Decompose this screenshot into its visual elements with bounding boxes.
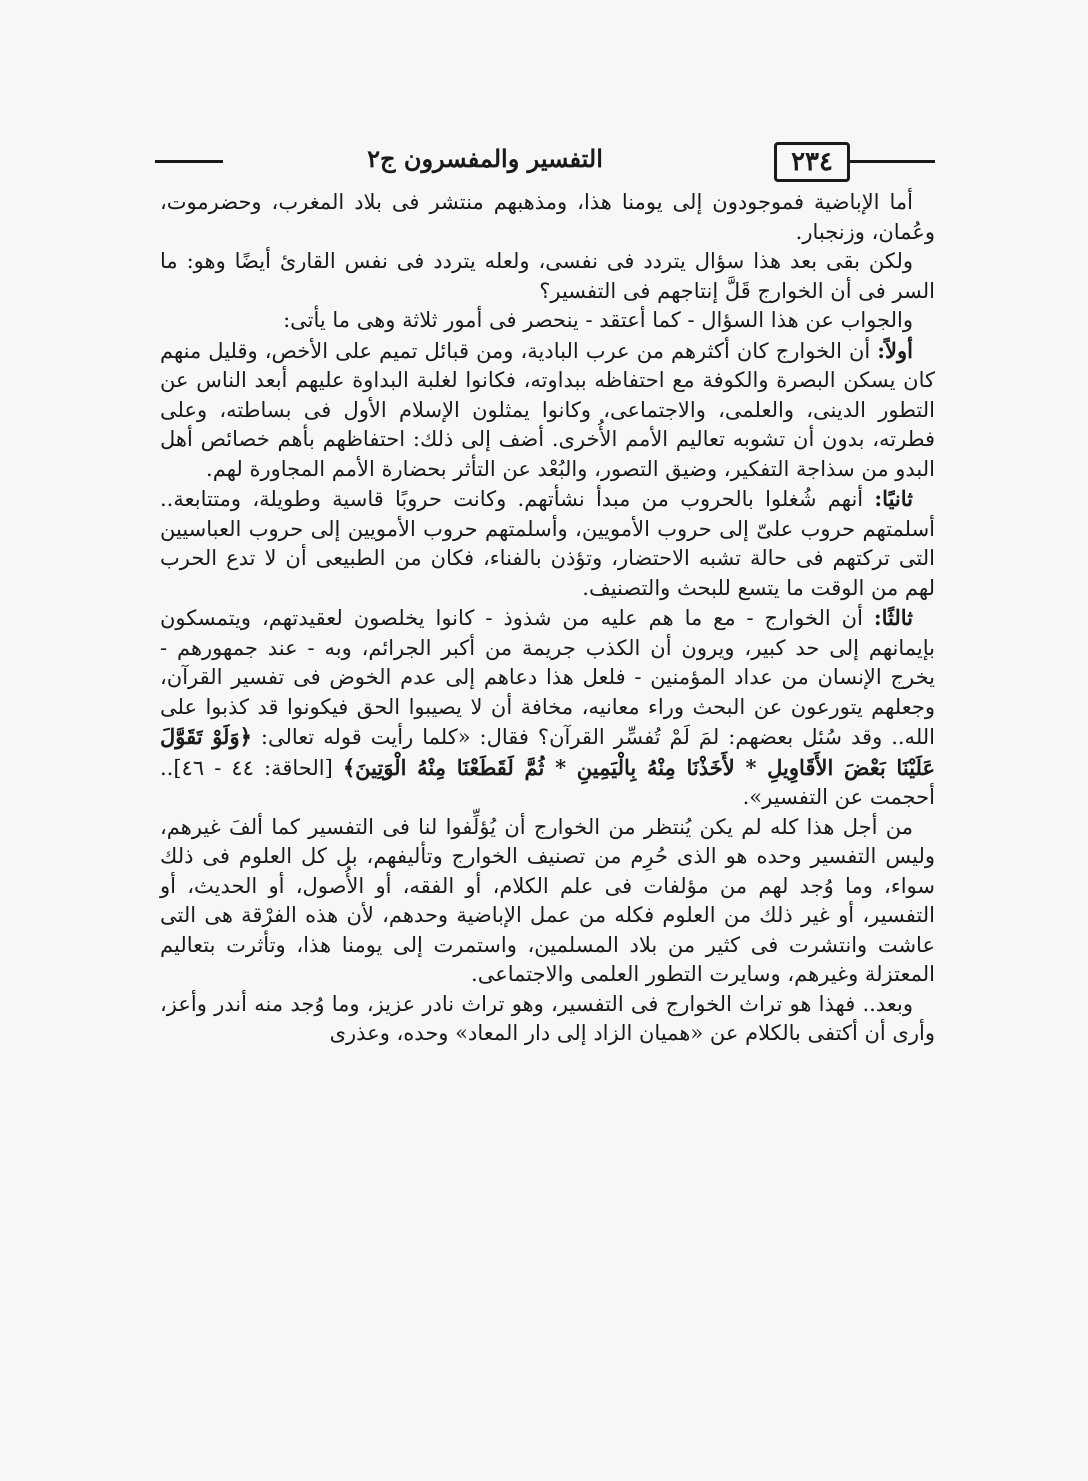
paragraph-question <box>160 247 935 306</box>
point-label: ثالثًا: <box>873 605 913 630</box>
paragraph-text: من أجل هذا كله لم يكن يُنتظر من الخوارج أن يُؤلِّفوا لنا فى التفسير كما ألفَ غيرهم، وليس التفسير وحده هو الذى حُرِم من تصنيف الخوارج وتأليفهم، بل كل العلوم فى ذلك سواء، وما وُجد لهم من مؤلفات فى علم الكلام، أو الفقه، أو الأُصول، أو الحديث، أو التفسير، أو غير ذلك من العلوم فكله من عمل الإباضية وحدهم، لأن هذه الفرْقة هى التى عاشت وانتشرت فى كثير من بلاد المسلمين، واستمرت إلى يومنا هذا، وتأثرت بتعاليم المعتزلة وغيرهم، وسايرت التطور العلمى والاجتماعى. <box>160 814 935 986</box>
paragraph-third-reason <box>160 603 935 813</box>
verse-citation: [الحاقة: ٤٤ - ٤٦].. أحجمت عن التفسير». <box>160 755 935 809</box>
paragraph-text: وبعد.. فهذا هو تراث الخوارج فى التفسير، وهو تراث نادر عزيز، وما وُجد منه أندر وأعز، وأرى أن أكتفى بالكلام عن «هميان الزاد إلى دار المعاد» وحده، وعذرى <box>160 991 935 1045</box>
paragraph-conclusion <box>160 813 935 990</box>
page-number: ٢٣٤ <box>774 142 850 182</box>
paragraph-ibadiyya <box>160 188 935 247</box>
paragraph-text: أنهم شُغلوا بالحروب من مبدأ نشأتهم. وكانت حروبًا قاسية وطويلة، ومتتابعة.. أسلمتهم حروب علىّ إلى حروب الأمويين، وأسلمتهم حروب الأمويين إلى حروب العباسيين التى تركتهم فى حالة تشبه الاحتضار، وتؤذن بالفناء، فكان من الطبيعى أن لا تدع الحرب لهم من الوقت ما يتسع للبحث والتصنيف. <box>160 487 935 600</box>
header-rule-left <box>155 160 223 163</box>
page-body <box>160 188 935 1049</box>
quran-verse: ﴿وَلَوْ تَقَوَّلَ عَلَيْنَا بَعْضَ الأَقَاوِيلِ * لأَخَذْنَا مِنْهُ بِالْيَمِينِ * ثُمَّ لَقَطَعْنَا مِنْهُ الْوَتِينَ﴾ <box>160 724 935 780</box>
paragraph-text: أن الخوارج كان أكثرهم من عرب البادية، ومن قبائل تميم على الأخص، وقليل منهم كان يسكن البصرة والكوفة مع احتفاظه ببداوته، فكانوا لغلبة البداوة عليهم أبعد الناس عن التطور الدينى، والعلمى، والاجتماعى، وكانوا يمثلون الإسلام الأول فى بساطته، وعلى فطرته، بدون أن تشوبه تعاليم الأمم الأُخرى. أضف إلى ذلك: احتفاظهم بأهم خصائص أهل البدو من سذاجة التفكير، وضيق التصور، والبُعْد عن التأثر بحضارة الأمم المجاورة لهم. <box>160 338 936 481</box>
paragraph-text: ولكن بقى بعد هذا سؤال يتردد فى نفسى، ولعله يتردد فى نفس القارئ أيضًا وهو: ما السر فى أن الخوارج قَلَّ إنتاجهم فى التفسير؟ <box>160 249 935 303</box>
paragraph-answer-intro <box>160 306 935 336</box>
paragraph-closing <box>160 990 935 1049</box>
running-title: التفسير والمفسرون ج٢ <box>367 144 603 173</box>
point-label: ثانيًا: <box>874 486 913 511</box>
paragraph-text: والجواب عن هذا السؤال - كما أعتقد - ينحصر فى أمور ثلاثة وهى ما يأتى: <box>283 308 913 332</box>
paragraph-text: أن الخوارج - مع ما هم عليه من شذوذ - كانوا يخلصون لعقيدتهم، ويتمسكون بإيمانهم إلى حد كبير، ويرون أن الكذب جريمة من أكبر الجرائم، وبه - عند جمهورهم - يخرج الإنسان من عداد المؤمنين - فلعل هذا دعاهم إلى عدم الخوض فى تفسير القرآن، وجعلهم يتورعون عن البحث وراء معانيه، مخافة أن لا يصيبوا الحق فيكونوا قد كذبوا على الله.. وقد سُئل بعضهم: لمَ لَمْ تُفسِّر القرآن؟ فقال: «كلما رأيت قوله تعالى: <box>160 606 936 749</box>
paragraph-first-reason <box>160 336 935 485</box>
point-label: أولاً: <box>877 337 913 363</box>
header-rule-right <box>850 160 935 163</box>
paragraph-second-reason <box>160 484 935 603</box>
page-header <box>155 138 935 182</box>
paragraph-text: أما الإباضية فموجودون إلى يومنا هذا، ومذهبهم منتشر فى بلاد المغرب، وحضرموت، وعُمان، وزنجبار. <box>160 190 935 244</box>
